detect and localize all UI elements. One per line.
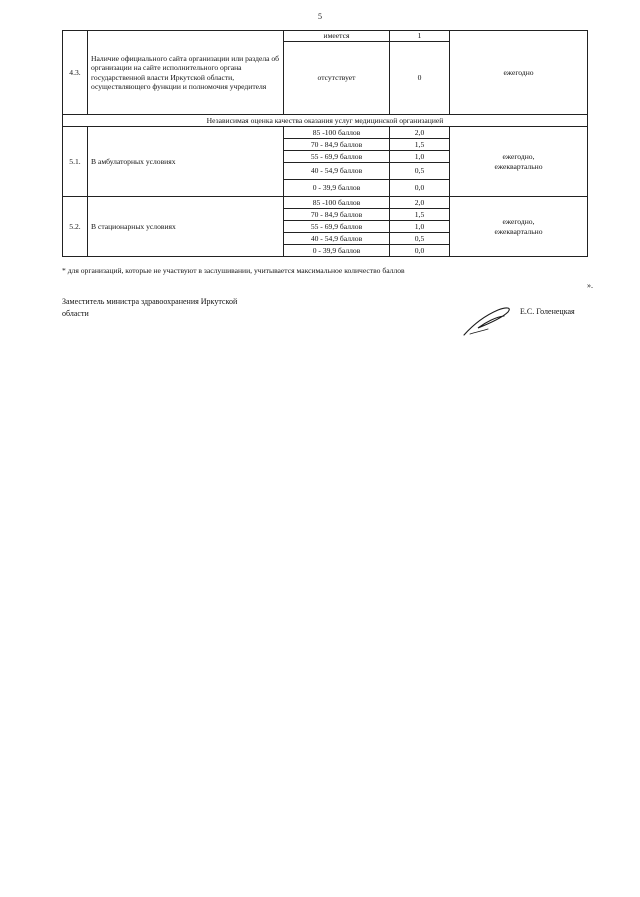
table-row — [63, 31, 588, 42]
frequency-cell — [450, 127, 588, 197]
signer-title-line: Заместитель министра здравоохранения Иркутской — [62, 297, 238, 306]
table-row — [63, 127, 588, 139]
frequency-text: ежегодно, ежеквартально — [494, 217, 543, 236]
frequency-cell: ежегодно — [450, 31, 588, 115]
option-points: 1,5 — [390, 209, 450, 221]
signer-title — [62, 296, 237, 320]
section-title: Независимая оценка качества оказания услуг медицинской организацией — [63, 115, 588, 127]
option-points: 0,0 — [390, 180, 450, 197]
option-points: 0 — [390, 42, 450, 115]
option-points: 1 — [390, 31, 450, 42]
closing-quote-mark: ». — [587, 281, 593, 290]
option-value: 55 - 69,9 баллов — [284, 151, 390, 163]
table-row — [63, 197, 588, 209]
option-value: 85 -100 баллов — [284, 127, 390, 139]
option-value: имеется — [284, 31, 390, 42]
handwritten-signature-icon — [462, 304, 516, 338]
option-value: 55 - 69,9 баллов — [284, 221, 390, 233]
option-value: 0 - 39,9 баллов — [284, 245, 390, 257]
option-value: 40 - 54,9 баллов — [284, 233, 390, 245]
criterion-description: Наличие официального сайта организации или раздела об организации на сайте исполнительного органа государственной власти Иркутской области, осуществляющего функции и полномочия учредителя — [88, 31, 284, 115]
option-points: 2,0 — [390, 127, 450, 139]
row-number: 5.2. — [63, 197, 88, 257]
signer-name: Е.С. Голенецкая — [520, 307, 575, 316]
row-number: 4.3. — [63, 31, 88, 115]
option-value: 0 - 39,9 баллов — [284, 180, 390, 197]
criterion-description: В стационарных условиях — [88, 197, 284, 257]
option-value: отсутствует — [284, 42, 390, 115]
criteria-table — [62, 30, 588, 257]
option-value: 70 - 84,9 баллов — [284, 139, 390, 151]
option-points: 1,0 — [390, 151, 450, 163]
section-header-row — [63, 115, 588, 127]
frequency-text: ежегодно, ежеквартально — [494, 152, 543, 171]
option-value: 70 - 84,9 баллов — [284, 209, 390, 221]
option-points: 0,5 — [390, 163, 450, 180]
page-number: 5 — [318, 12, 322, 21]
criterion-description: В амбулаторных условиях — [88, 127, 284, 197]
signer-title-line: области — [62, 309, 89, 318]
option-points: 2,0 — [390, 197, 450, 209]
option-points: 0,5 — [390, 233, 450, 245]
option-points: 1,0 — [390, 221, 450, 233]
row-number: 5.1. — [63, 127, 88, 197]
frequency-cell — [450, 197, 588, 257]
option-value: 40 - 54,9 баллов — [284, 163, 390, 180]
option-points: 1,5 — [390, 139, 450, 151]
option-points: 0,0 — [390, 245, 450, 257]
footnote: * для организаций, которые не участвуют в заслушивании, учитывается максимальное количество баллов — [62, 266, 405, 275]
option-value: 85 -100 баллов — [284, 197, 390, 209]
